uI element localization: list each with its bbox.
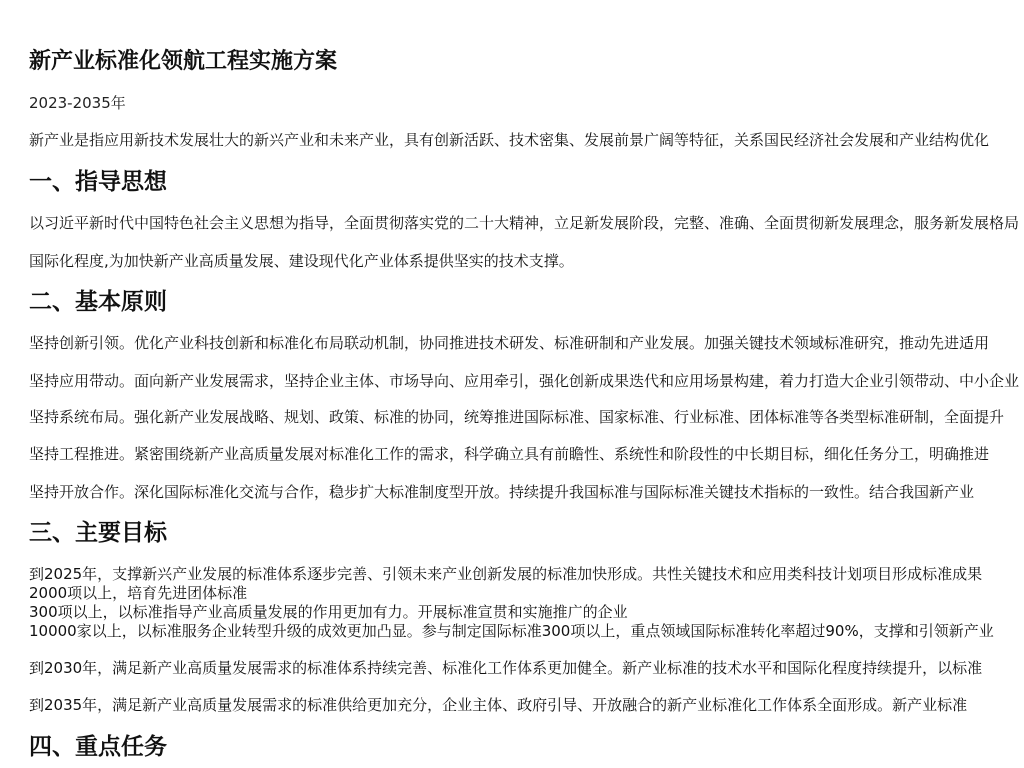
- goal-2025-line-2: 2000项以上，培育先进团体标准: [29, 584, 248, 602]
- guiding-ideology-line-2: 国际化程度,为加快新产业高质量发展、建设现代化产业体系提供坚实的技术支撑。: [29, 252, 574, 270]
- principle-engineering: 坚持工程推进。紧密围绕新产业高质量发展对标准化工作的需求，科学确立具有前瞻性、系统性和阶段性的中长期目标，细化任务分工，明确推进: [29, 445, 990, 463]
- intro-paragraph: 新产业是指应用新技术发展壮大的新兴产业和未来产业，具有创新活跃、技术密集、发展前景广阔等特征，关系国民经济社会发展和产业结构优化: [29, 131, 990, 149]
- document-subtitle: 2023-2035年: [29, 94, 126, 112]
- principle-system: 坚持系统布局。强化新产业发展战略、规划、政策、标准的协同，统筹推进国际标准、国家标准、行业标准、团体标准等各类型标准研制，全面提升: [29, 408, 1005, 426]
- goal-2030: 到2030年，满足新产业高质量发展需求的标准体系持续完善、标准化工作体系更加健全。新产业标准的技术水平和国际化程度持续提升，以标准: [29, 659, 983, 677]
- section-heading-guiding-ideology: 一、指导思想: [29, 169, 167, 195]
- goal-2025-line-4: 10000家以上，以标准服务企业转型升级的成效更加凸显。参与制定国际标准300项以上，重点领域国际标准转化率超过90%，支撑和引领新产业: [29, 622, 994, 640]
- section-heading-basic-principles: 二、基本原则: [29, 289, 167, 315]
- principle-application: 坚持应用带动。面向新产业发展需求，坚持企业主体、市场导向、应用牵引，强化创新成果迭代和应用场景构建，着力打造大企业引领带动、中小企业: [29, 372, 1020, 390]
- goal-2025-line-1: 到2025年，支撑新兴产业发展的标准体系逐步完善、引领未来产业创新发展的标准加快形成。共性关键技术和应用类科技计划项目形成标准成果: [29, 565, 983, 583]
- principle-innovation: 坚持创新引领。优化产业科技创新和标准化布局联动机制，协同推进技术研发、标准研制和产业发展。加强关键技术领域标准研究，推动先进适用: [29, 334, 990, 352]
- document-title: 新产业标准化领航工程实施方案: [29, 49, 338, 74]
- section-heading-main-goals: 三、主要目标: [29, 520, 167, 546]
- principle-openness: 坚持开放合作。深化国际标准化交流与合作，稳步扩大标准制度型开放。持续提升我国标准与国际标准关键技术指标的一致性。结合我国新产业: [29, 483, 975, 501]
- guiding-ideology-line-1: 以习近平新时代中国特色社会主义思想为指导，全面贯彻落实党的二十大精神，立足新发展阶段，完整、准确、全面贯彻新发展理念，服务新发展格局: [29, 214, 1020, 232]
- goal-2035: 到2035年，满足新产业高质量发展需求的标准供给更加充分，企业主体、政府引导、开放融合的新产业标准化工作体系全面形成。新产业标准: [29, 696, 968, 714]
- section-heading-key-tasks: 四、重点任务: [29, 734, 167, 760]
- goal-2025-line-3: 300项以上，以标准指导产业高质量发展的作用更加有力。开展标准宣贯和实施推广的企业: [29, 603, 628, 621]
